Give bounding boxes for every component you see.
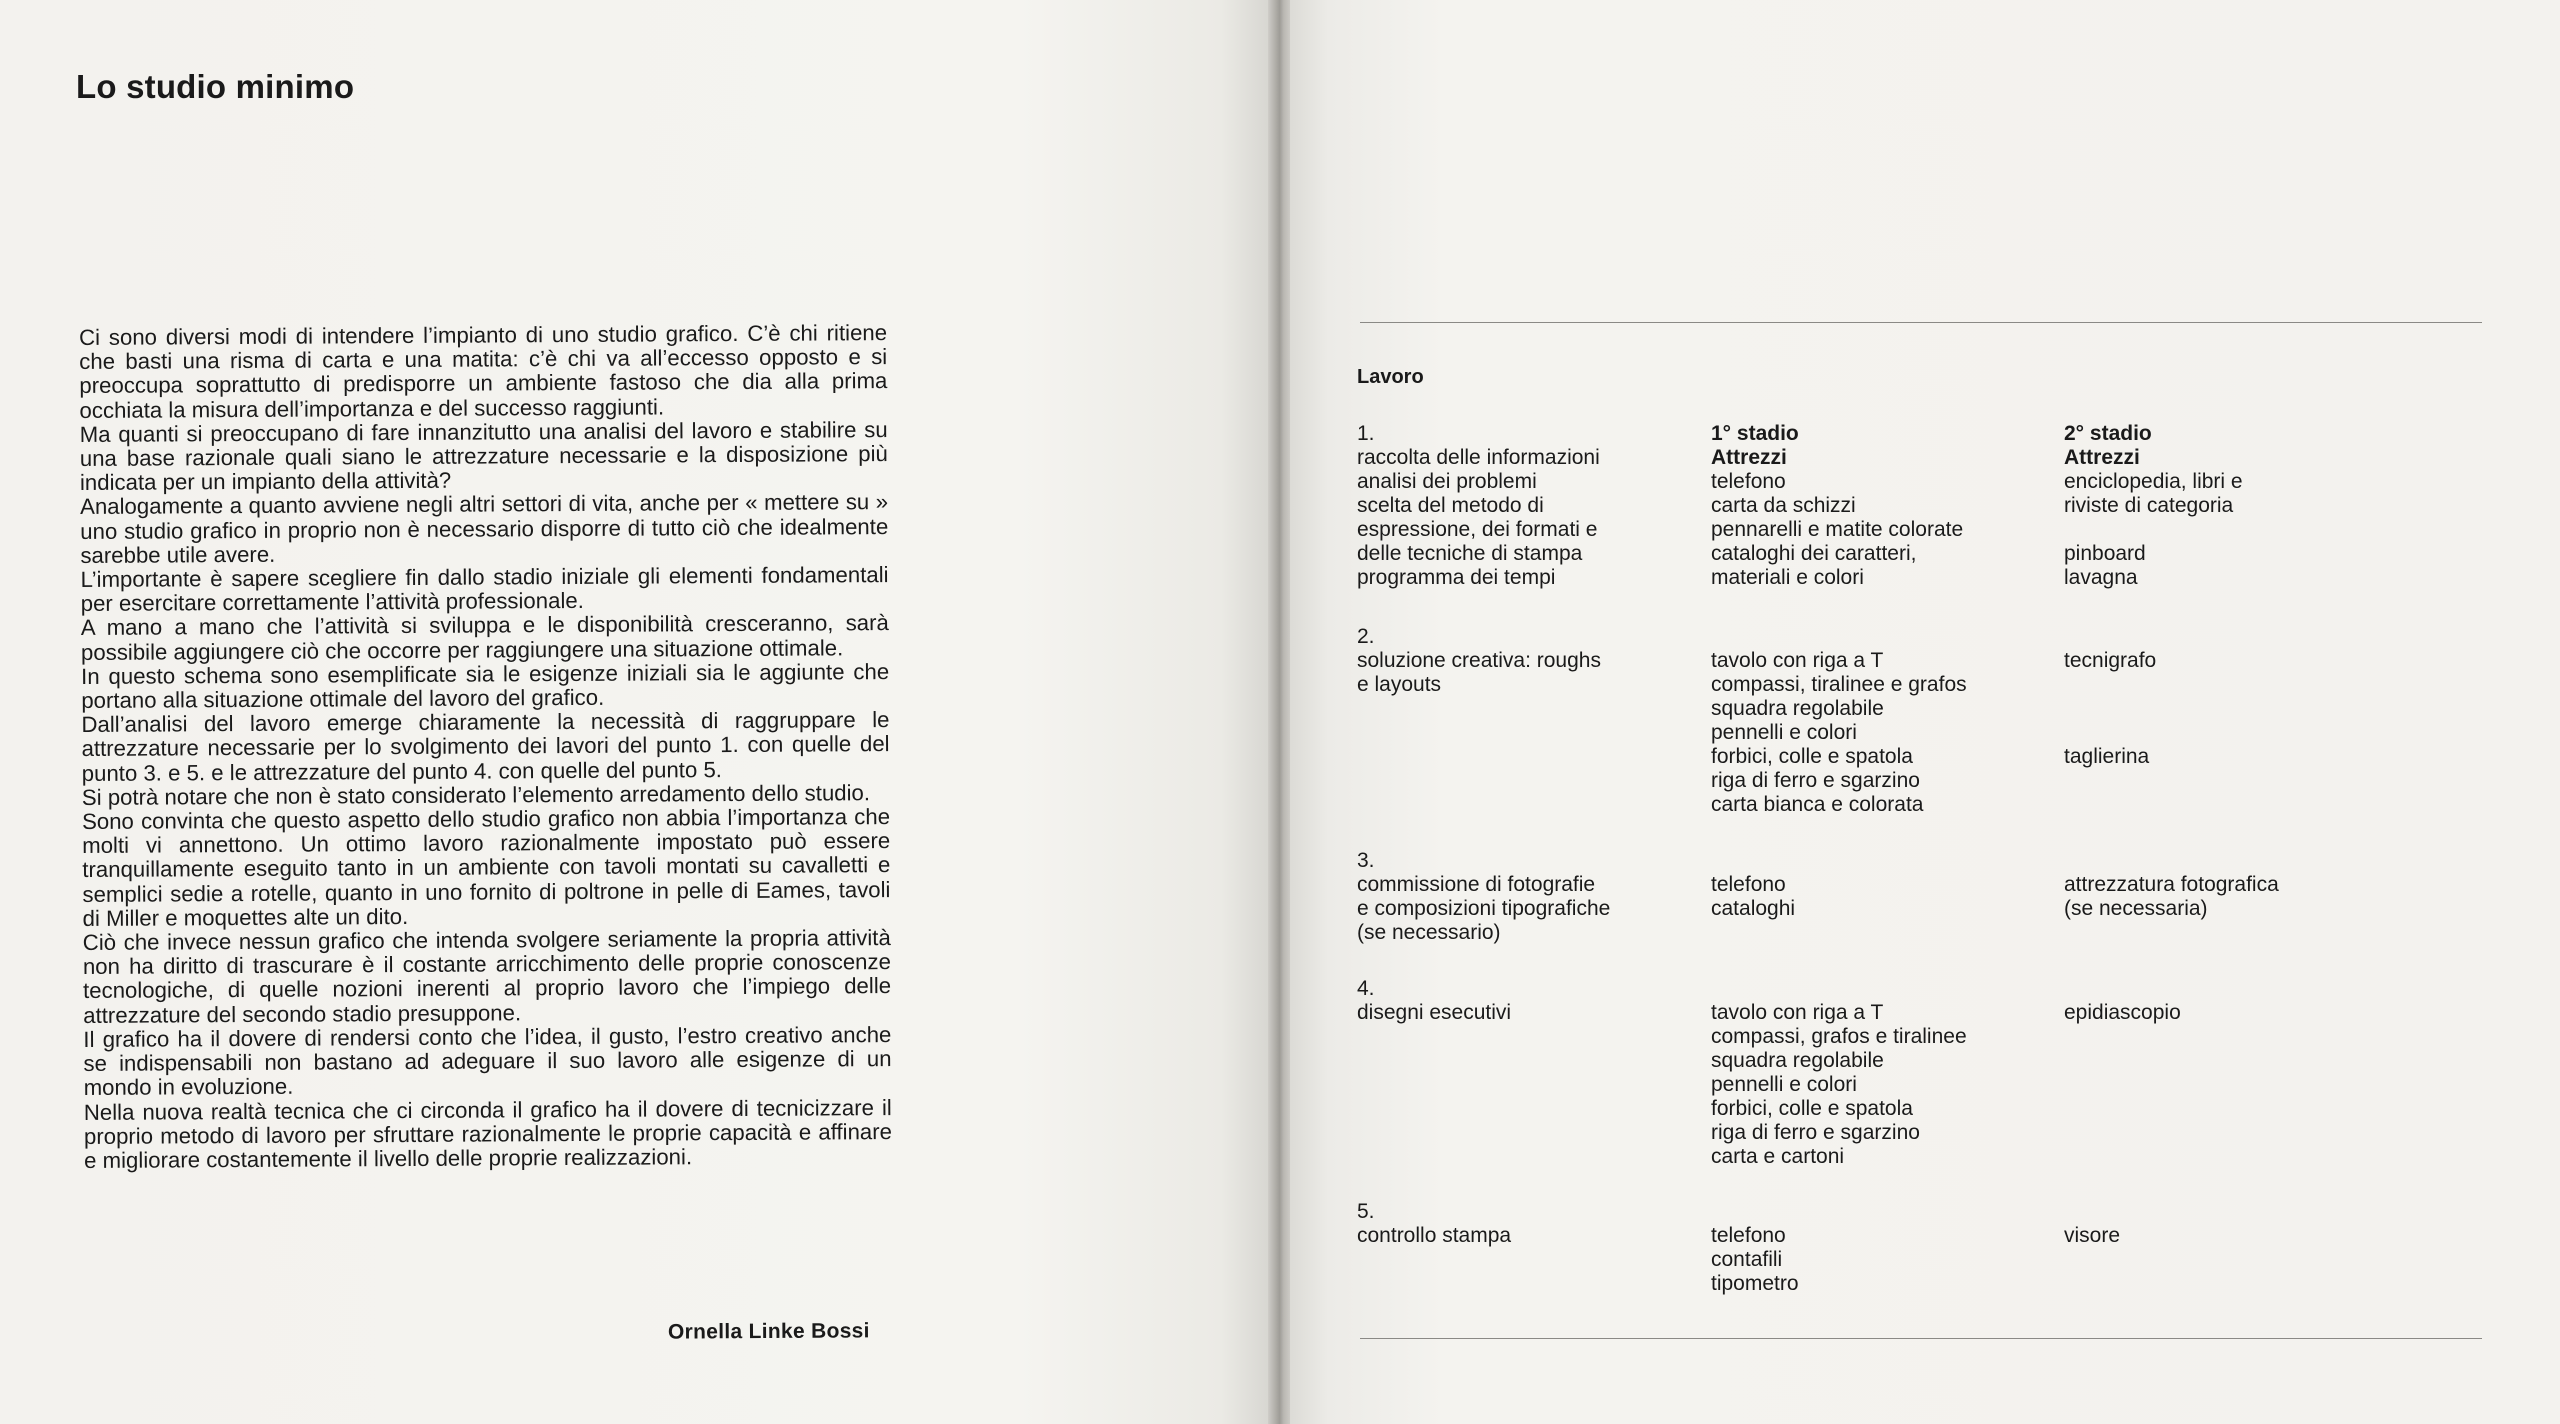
equipment-item: forbici, colle e spatola <box>1711 1097 1913 1120</box>
essay-paragraph: Dall’analisi del lavoro emerge chiaramente la necessità di raggruppare le attrezzature necessarie per lo svolgimento dei lavori del punto 1. con quelle del punto 3. e 5. e le attrezzature del punto 4. con quelle del punto 5. <box>81 707 890 786</box>
equipment-item: carta e cartoni <box>1711 1145 1845 1168</box>
equipment-item: telefono <box>1711 470 1786 493</box>
work-line: analisi dei problemi <box>1357 470 1537 493</box>
stage1-subtitle: Attrezzi <box>1711 446 1787 469</box>
essay-paragraph: Si potrà notare che non è stato considerato l’elemento arredamento dello studio. <box>81 780 871 810</box>
essay-paragraph: L’importante è sapere scegliere fin dallo stadio iniziale gli elementi fondamentali per esercitare correttamente l’attività professionale. <box>80 562 889 617</box>
work-line: disegni esecutivi <box>1357 1001 1512 1024</box>
row-number: 5. <box>1357 1200 1375 1223</box>
equipment-item: compassi, grafos e tiralinee <box>1711 1025 1967 1048</box>
author-signature: Ornella Linke Bossi <box>667 1319 870 1344</box>
equipment-item: epidiascopio <box>2064 1001 2181 1024</box>
essay-paragraph: Ma quanti si preoccupano di fare innanzitutto una analisi del lavoro e stabilire su una base razionale quali siano le attrezzature necessarie e la disposizione più indicata per un impianto della attività? <box>79 416 888 496</box>
equipment-item: telefono <box>1711 1224 1786 1247</box>
work-line: (se necessario) <box>1357 921 1501 944</box>
work-line: delle tecniche di stampa <box>1357 542 1583 565</box>
essay-text <box>79 321 892 1173</box>
equipment-item: taglierina <box>2064 745 2150 768</box>
stage2-cell <box>2064 649 2394 769</box>
essay-paragraph: Sono convinta che questo aspetto dello studio grafico non abbia l’importanza che molti vi annettono. Un ottimo lavoro razionalmente impostato può essere tranquillamente eseguito tanto in un ambiente con tavoli montati su cavalletti e semplici sedie a rotelle, quanto in uno fornito di poltrone in pelle di Eames, tavoli di Miller e moquettes alte un dito. <box>81 804 891 931</box>
row-number: 1. <box>1357 422 1375 445</box>
row-number: 4. <box>1357 977 1375 1000</box>
equipment-item: telefono <box>1711 873 1786 896</box>
spacer <box>2064 673 2394 745</box>
equipment-item: pennelli e colori <box>1711 1073 1857 1096</box>
equipment-item: tavolo con riga a T <box>1711 649 1884 672</box>
equipment-item: tavolo con riga a T <box>1711 1001 1884 1024</box>
work-cell <box>1357 625 1687 697</box>
equipment-item: pennelli e colori <box>1711 721 1857 744</box>
row-number: 3. <box>1357 849 1375 872</box>
equipment-item: riviste di categoria <box>2064 494 2234 517</box>
stage1-cell <box>1711 422 2041 590</box>
stage2-cell <box>2064 422 2394 590</box>
essay-paragraph: Analogamente a quanto avviene negli altri settori di vita, anche per « mettere su » uno studio grafico in proprio non è necessario disporre di tutto ciò che idealmente sarebbe utile avere. <box>80 489 889 568</box>
equipment-item: enciclopedia, libri e <box>2064 470 2243 493</box>
essay-paragraph: A mano a mano che l’attività si sviluppa e le disponibilità cresceranno, sarà possibile aggiungere ciò che occorre per raggiungere una situazione ottimale. <box>80 610 889 665</box>
stage1-cell <box>1711 1224 2041 1296</box>
essay-paragraph: Ci sono diversi modi di intendere l’impianto di uno studio grafico. C’è chi ritiene che basti una risma di carta e una matita: c’è chi va all’eccesso opposto e si preoccupa soprattutto di predisporre un ambiente fastoso che dia alla prima occhiata la misura dell’importanza e del successo raggiunti. <box>78 320 888 423</box>
equipment-item: tecnigrafo <box>2064 649 2157 672</box>
stage2-cell <box>2064 1224 2394 1248</box>
equipment-item: squadra regolabile <box>1711 1049 1884 1072</box>
stage2-cell <box>2064 1001 2394 1025</box>
work-line: e layouts <box>1357 673 1442 696</box>
work-line: e composizioni tipografiche <box>1357 897 1611 920</box>
spacer <box>2064 518 2394 542</box>
equipment-item: squadra regolabile <box>1711 697 1884 720</box>
work-line: commissione di fotografie <box>1357 873 1596 896</box>
table-bottom-rule <box>1360 1338 2482 1339</box>
left-page <box>0 0 1272 1424</box>
equipment-item: (se necessaria) <box>2064 897 2208 920</box>
equipment-item: carta bianca e colorata <box>1711 793 1924 816</box>
stage2-title: 2° stadio <box>2064 422 2152 445</box>
work-heading: Lavoro <box>1357 366 1424 388</box>
work-cell <box>1357 422 1687 590</box>
work-line: programma dei tempi <box>1357 566 1556 589</box>
essay-paragraph: Il grafico ha il dovere di rendersi conto che l’idea, il gusto, l’estro creativo anche se indispensabili non bastano ad adeguare il suo lavoro alle esigenze di un mondo in evoluzione. <box>83 1021 892 1101</box>
equipment-item: pinboard <box>2064 542 2146 565</box>
equipment-item: cataloghi dei caratteri, <box>1711 542 1917 565</box>
equipment-item: visore <box>2064 1224 2121 1247</box>
work-cell <box>1357 1200 1687 1248</box>
work-line: controllo stampa <box>1357 1224 1512 1247</box>
equipment-item: cataloghi <box>1711 897 1796 920</box>
equipment-item: contafili <box>1711 1248 1783 1271</box>
essay-paragraph: Ciò che invece nessun grafico che intenda svolgere seriamente la propria attività non ha diritto di trascurare è il costante arricchimento delle proprie conoscenze tecnologiche, di quelle nozioni inerenti al proprio lavoro che l’impiego delle attrezzature del secondo stadio presuppone. <box>82 925 892 1028</box>
equipment-item: tipometro <box>1711 1272 1799 1295</box>
stage1-cell <box>1711 873 2041 921</box>
equipment-item: riga di ferro e sgarzino <box>1711 1121 1920 1144</box>
stage1-title: 1° stadio <box>1711 422 1799 445</box>
equipment-item: forbici, colle e spatola <box>1711 745 1913 768</box>
work-line: soluzione creativa: roughs <box>1357 649 1601 672</box>
stage2-cell <box>2064 873 2394 921</box>
work-cell <box>1357 977 1687 1025</box>
page-title: Lo studio minimo <box>76 68 355 105</box>
work-line: scelta del metodo di <box>1357 494 1544 517</box>
equipment-item: riga di ferro e sgarzino <box>1711 769 1920 792</box>
work-cell <box>1357 849 1687 945</box>
equipment-item: pennarelli e matite colorate <box>1711 518 1964 541</box>
essay-paragraph: Nella nuova realtà tecnica che ci circonda il grafico ha il dovere di tecnicizzare il proprio metodo di lavoro per sfruttare razionalmente le proprie capacità e affinare e migliorare costantemente il livello delle proprie realizzazioni. <box>83 1094 893 1173</box>
table-top-rule <box>1360 322 2482 323</box>
equipment-item: carta da schizzi <box>1711 494 1856 517</box>
stage1-cell <box>1711 1001 2041 1169</box>
equipment-item: lavagna <box>2064 566 2138 589</box>
equipment-item: materiali e colori <box>1711 566 1864 589</box>
stage1-cell <box>1711 649 2041 817</box>
equipment-item: compassi, tiralinee e grafos <box>1711 673 1967 696</box>
row-number: 2. <box>1357 625 1375 648</box>
stage2-subtitle: Attrezzi <box>2064 446 2140 469</box>
work-line: espressione, dei formati e <box>1357 518 1598 541</box>
equipment-item: attrezzatura fotografica <box>2064 873 2279 896</box>
essay-paragraph: In questo schema sono esemplificate sia le esigenze iniziali sia le aggiunte che portano alla situazione ottimale del lavoro del grafico. <box>81 658 890 714</box>
work-line: raccolta delle informazioni <box>1357 446 1600 469</box>
